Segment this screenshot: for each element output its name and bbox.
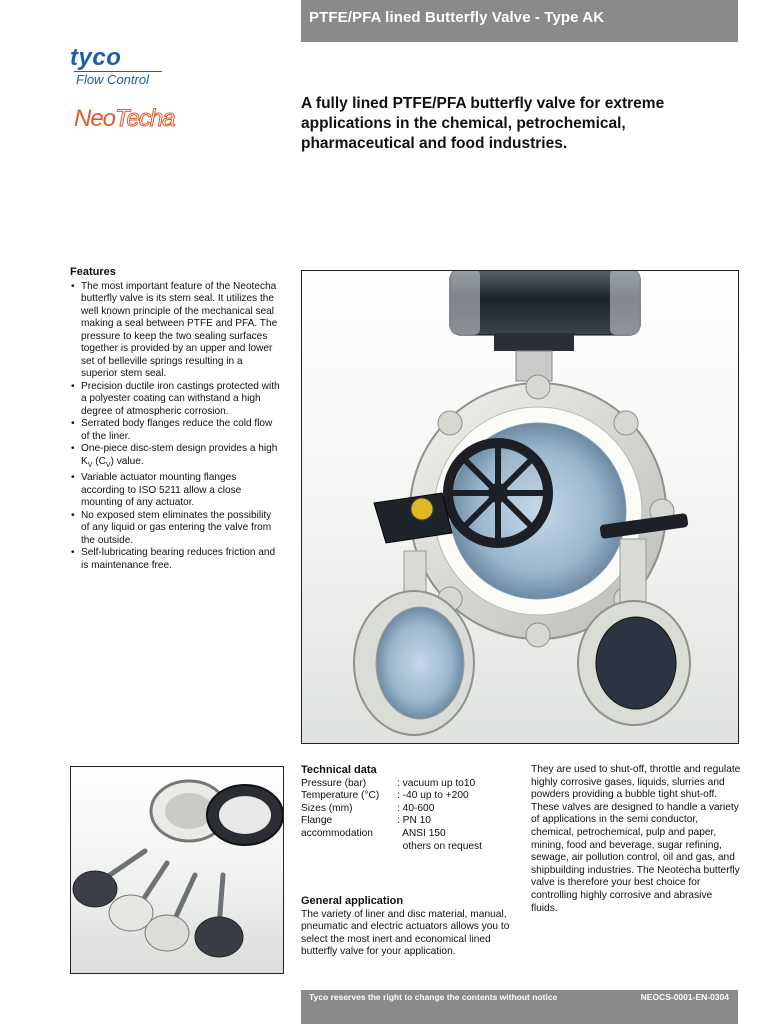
document-code: NEOCS-0001-EN-0304 xyxy=(640,992,729,1002)
features-title: Features xyxy=(70,266,116,278)
general-application-text: The variety of liner and disc material, manual, pneumatic and electric actuators allows you to select the most inert and economical lined butterfly valve for your application. xyxy=(301,908,510,958)
feature-item: • One-piece disc-stem design provides a high $K_V$ $(C_V)$ value. xyxy=(71,443,278,469)
feature-item: • Variable actuator mounting flanges according to ISO 5211 allow a close mounting of any actuator. xyxy=(71,472,242,509)
feature-item: • Self-lubricating bearing reduces friction and is maintenance free. xyxy=(71,547,276,571)
headline: A fully lined PTFE/PFA butterfly valve for extreme applications in the chemical, petrochemical, pharmaceutical and food industries. xyxy=(301,95,665,152)
tyco-subtitle: Flow Control xyxy=(76,72,149,87)
features-section xyxy=(70,266,280,572)
features-list xyxy=(70,281,280,573)
tech-row: Sizes (mm) : 40-600 xyxy=(301,802,435,814)
neotecha-logo xyxy=(74,105,175,133)
tech-row: others on request xyxy=(397,840,482,852)
footer-disclaimer: Tyco reserves the right to change the contents without notice xyxy=(309,992,558,1002)
usage-paragraph: They are used to shut-off, throttle and regulate highly corrosive gases, liquids, slurries and powders providing a bubble tight shut-off. These valves are designed to handle a variety of applications in the semi conductor, chemical, petrochemical, pulp and paper, mining, food and beverage, sugar refining, sewage, air pollution control, oil and gas, and shipbuilding industries. The Neotecha butterfly valve is therefore your best choice for controlling highly corrosive and abrasive fluids. xyxy=(531,764,741,914)
tech-row: Temperature (°C) : -40 up to +200 xyxy=(301,790,469,802)
footer-bar xyxy=(301,990,738,1024)
header-bar xyxy=(301,0,738,42)
feature-item: • No exposed stem eliminates the possibility of any liquid or gas entering the valve from the outside. xyxy=(71,509,272,546)
tech-row: accommodation ANSI 150 xyxy=(301,827,446,839)
feature-item: • Serrated body flanges reduce the cold flow of the liner. xyxy=(71,418,273,442)
tyco-wordmark: tyco xyxy=(70,44,122,71)
technical-data-section xyxy=(301,764,511,853)
disc-stem-photo xyxy=(70,766,284,974)
neotecha-logo-part2: Techa xyxy=(115,105,175,132)
tech-row: Pressure (bar) : vacuum up to10 xyxy=(301,777,476,789)
feature-item: • The most important feature of the Neotecha butterfly valve is its stem seal. It utilizes the well known principle of the mechanical seal making a seal between PTFE and PFA. The pressure to keep the two sealing surfaces together is provided by an upper and lower set of belleville springs resulting in a superior stem seal. xyxy=(71,280,278,379)
tyco-logo xyxy=(70,44,149,87)
general-application-title: General application xyxy=(301,895,404,907)
general-application-section xyxy=(301,895,516,959)
neotecha-logo-part1: Neo xyxy=(74,105,116,132)
disc-stem-illustration xyxy=(71,767,283,973)
valve-illustration xyxy=(302,271,738,743)
valve-product-photo xyxy=(301,270,739,744)
technical-data-title: Technical data xyxy=(301,764,377,776)
feature-item: • Precision ductile iron castings protected with a polyester coating can withstand a high degree of atmospheric corrosion. xyxy=(71,380,280,417)
tech-row: Flange : PN 10 xyxy=(301,815,431,827)
document-title: PTFE/PFA lined Butterfly Valve - Type AK xyxy=(309,9,605,26)
